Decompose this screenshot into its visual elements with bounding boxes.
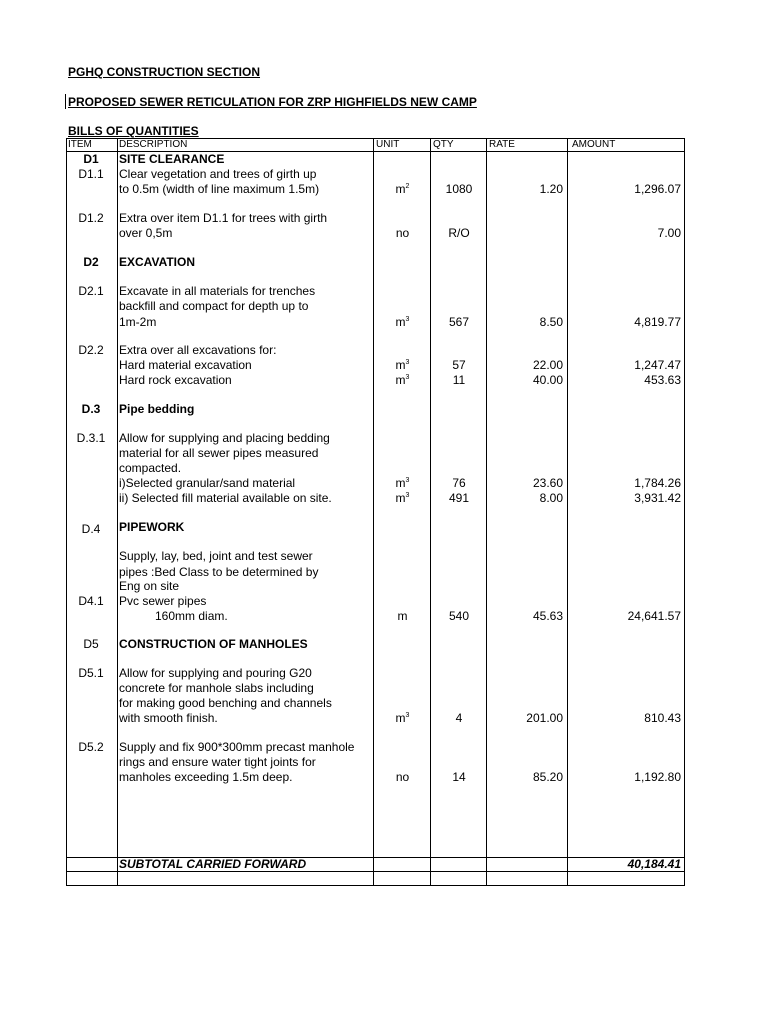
- item-description: backfill and compact for depth up to: [119, 299, 309, 313]
- item-description: i)Selected granular/sand material: [119, 476, 296, 490]
- item-description: rings and ensure water tight joints for: [119, 755, 316, 769]
- col-header-description: DESCRIPTION: [119, 139, 188, 150]
- item-code: D2: [83, 255, 99, 269]
- item-unit: m: [397, 609, 408, 623]
- item-rate: 22.00: [532, 358, 563, 372]
- item-qty: 14: [452, 770, 466, 784]
- item-description: pipes :Bed Class to be determined by: [119, 565, 319, 579]
- item-description: Clear vegetation and trees of girth up: [119, 167, 317, 181]
- item-code: D2.2: [78, 343, 104, 357]
- bill-subtitle: BILLS OF QUANTITIES: [68, 124, 199, 138]
- item-amount: 1,784.26: [634, 476, 681, 490]
- item-code: D4.1: [78, 594, 104, 608]
- item-description: 1m-2m: [119, 315, 157, 329]
- item-unit: no: [395, 226, 410, 240]
- item-rate: 23.60: [532, 476, 563, 490]
- section-heading: CONSTRUCTION OF MANHOLES: [119, 637, 308, 651]
- item-description: 160mm diam.: [155, 609, 228, 623]
- item-description: Eng on site: [119, 579, 180, 593]
- item-code: D1.2: [78, 211, 104, 225]
- item-rate: 8.00: [539, 491, 563, 505]
- item-amount: 1,192.80: [634, 770, 681, 784]
- item-description: Pvc sewer pipes: [119, 594, 207, 608]
- item-rate: 1.20: [539, 182, 563, 196]
- item-amount: 1,296.07: [634, 182, 681, 196]
- item-qty: 11: [452, 373, 466, 387]
- item-unit: $m^3$: [395, 476, 410, 490]
- item-description: Excavate in all materials for trenches: [119, 284, 316, 298]
- col-header-rate: RATE: [489, 139, 515, 150]
- table-border-bottom: [66, 885, 685, 886]
- item-code: D.3.1: [76, 431, 106, 445]
- item-code: D.4: [81, 522, 101, 536]
- item-rate: 40.00: [532, 373, 563, 387]
- item-amount: 4,819.77: [634, 315, 681, 329]
- item-rate: 201.00: [526, 711, 563, 725]
- item-code: D2.1: [78, 284, 104, 298]
- item-description: Hard rock excavation: [119, 373, 232, 387]
- item-description: for making good benching and channels: [119, 696, 332, 710]
- item-description: Hard material excavation: [119, 358, 252, 372]
- subtotal-label: SUBTOTAL CARRIED FORWARD: [119, 857, 307, 871]
- item-description: with smooth finish.: [119, 711, 218, 725]
- item-unit: $m^3$: [395, 373, 410, 387]
- item-description: manholes exceeding 1.5m deep.: [119, 770, 293, 784]
- item-unit: $m^3$: [395, 358, 410, 372]
- item-unit: $m^3$: [395, 491, 410, 505]
- item-code: D5.2: [78, 740, 104, 754]
- col-header-unit: UNIT: [376, 139, 400, 150]
- item-description: Supply and fix 900*300mm precast manhole: [119, 740, 355, 754]
- item-amount: 810.43: [644, 711, 681, 725]
- section-heading: PIPEWORK: [119, 520, 185, 534]
- item-unit: $m^3$: [395, 711, 410, 725]
- section-heading: EXCAVATION: [119, 255, 196, 269]
- item-rate: 45.63: [532, 609, 563, 623]
- item-code: D5: [83, 637, 99, 651]
- item-amount: 3,931.42: [634, 491, 681, 505]
- section-heading: Pipe bedding: [119, 402, 195, 416]
- col-header-qty: QTY: [433, 139, 454, 150]
- item-description: compacted.: [119, 461, 182, 475]
- item-description: over 0,5m: [119, 226, 173, 240]
- item-amount: 453.63: [644, 373, 681, 387]
- item-description: to 0.5m (width of line maximum 1.5m): [119, 182, 320, 196]
- item-description: ii) Selected fill material available on site.: [119, 491, 332, 505]
- item-qty: 1080: [445, 182, 473, 196]
- item-qty: 4: [455, 711, 463, 725]
- section-title: PGHQ CONSTRUCTION SECTION: [68, 65, 261, 79]
- item-description: Extra over item D1.1 for trees with girth: [119, 211, 328, 225]
- col-line-6: [684, 138, 685, 886]
- item-unit: $m^2$: [395, 182, 410, 196]
- col-header-amount: AMOUNT: [572, 139, 616, 150]
- item-description: concrete for manhole slabs including: [119, 681, 314, 695]
- item-qty: 491: [448, 491, 470, 505]
- item-code: D.3: [81, 402, 101, 416]
- item-amount: 24,641.57: [627, 609, 681, 623]
- item-code: D5.1: [78, 666, 104, 680]
- item-description: Extra over all excavations for:: [119, 343, 277, 357]
- item-amount: 1,247.47: [634, 358, 681, 372]
- item-unit: no: [395, 770, 410, 784]
- section-heading: SITE CLEARANCE: [119, 152, 225, 166]
- subtotal-amount: 40,184.41: [627, 857, 681, 871]
- col-line-0: [66, 138, 67, 886]
- item-amount: 7.00: [657, 226, 681, 240]
- item-qty: 540: [448, 609, 470, 623]
- cursor-bar: [65, 94, 66, 109]
- item-qty: 76: [452, 476, 466, 490]
- col-header-item: ITEM: [68, 139, 92, 150]
- col-line-1: [117, 138, 118, 886]
- project-title: PROPOSED SEWER RETICULATION FOR ZRP HIGHFIELDS NEW CAMP: [68, 95, 477, 109]
- item-description: Allow for supplying and placing bedding: [119, 431, 330, 445]
- item-description: material for all sewer pipes measured: [119, 446, 319, 460]
- item-rate: 85.20: [532, 770, 563, 784]
- item-description: Supply, lay, bed, joint and test sewer: [119, 549, 313, 563]
- item-qty: R/O: [448, 226, 470, 240]
- item-code: D1: [83, 152, 99, 166]
- item-qty: 567: [448, 315, 470, 329]
- item-qty: 57: [452, 358, 466, 372]
- item-rate: 8.50: [539, 315, 563, 329]
- item-code: D1.1: [78, 167, 104, 181]
- item-unit: $m^3$: [395, 315, 410, 329]
- item-description: Allow for supplying and pouring G20: [119, 666, 312, 680]
